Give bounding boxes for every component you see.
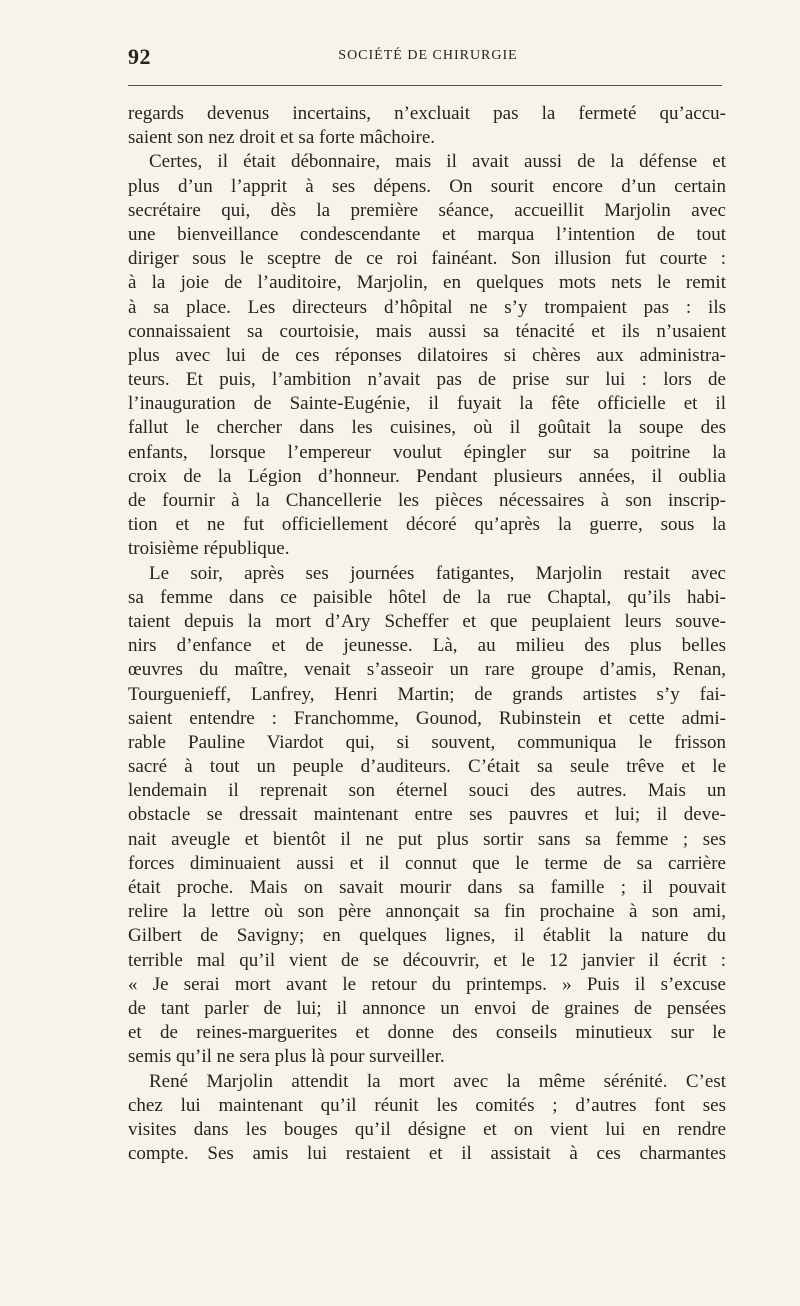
text-line: Certes, il était débonnaire, mais il avait aussi de la défense et: [149, 151, 726, 173]
text-line: saient son nez droit et sa forte mâchoire.: [128, 127, 436, 149]
text-line: terrible mal qu’il vient de se découvrir, et le 12 janvier il écrit :: [128, 949, 726, 971]
text-line: connaissaient sa courtoisie, mais aussi sa ténacité et ils n’usaient: [128, 320, 726, 342]
text-line: croix de la Légion d’honneur. Pendant plusieurs années, il oublia: [128, 465, 726, 487]
text-line: taient depuis la mort d’Ary Scheffer et que peuplaient leurs souve-: [128, 610, 726, 632]
text-line: compte. Ses amis lui restaient et il assistait à ces charmantes: [128, 1143, 726, 1165]
text-line: nait aveugle et bientôt il ne put plus sortir sans sa femme ; ses: [128, 828, 726, 850]
text-line: sa femme dans ce paisible hôtel de la rue Chaptal, qu’ils habi-: [128, 586, 726, 608]
text-line: de tant parler de lui; il annonce un envoi de graines de pensées: [128, 997, 726, 1019]
text-line: sacré à tout un peuple d’auditeurs. C’était sa seule trêve et le: [128, 756, 726, 778]
body-text: [128, 102, 726, 1166]
page-header: [128, 42, 728, 72]
text-line: et de reines-marguerites et donne des conseils minutieux sur le: [128, 1022, 726, 1044]
text-line: à sa place. Les directeurs d’hôpital ne s’y trompaient pas : ils: [128, 296, 726, 318]
text-line: Gilbert de Savigny; en quelques lignes, il établit la nature du: [128, 925, 726, 947]
text-line: teurs. Et puis, l’ambition n’avait pas de prise sur lui : lors de: [128, 369, 726, 391]
text-line: était proche. Mais on savait mourir dans sa famille ; il pouvait: [128, 877, 726, 898]
text-line: de fournir à la Chancellerie les pièces nécessaires à son inscrip-: [128, 490, 726, 511]
text-line: obstacle se dressait maintenant entre ses pauvres et lui; il deve-: [128, 804, 726, 826]
text-line: René Marjolin attendit la mort avec la même sérénité. C’est: [149, 1070, 726, 1092]
text-line: tion et ne fut officiellement décoré qu’après la guerre, sous la: [128, 514, 726, 536]
text-line: rable Pauline Viardot qui, si souvent, communiqua le frisson: [128, 731, 726, 753]
text-line: forces diminuaient aussi et il connut que le terme de sa carrière: [128, 852, 726, 874]
text-line: plus avec lui de ces réponses dilatoires si chères aux administra-: [128, 344, 726, 366]
text-line: Tourguenieff, Lanfrey, Henri Martin; de grands artistes s’y fai-: [128, 683, 726, 705]
text-line: Le soir, après ses journées fatigantes, Marjolin restait avec: [149, 562, 726, 584]
text-line: troisième république.: [128, 538, 290, 560]
page-number: 92: [128, 44, 151, 69]
text-line: une bienveillance condescendante et marqua l’intention de tout: [128, 223, 726, 245]
text-line: enfants, lorsque l’empereur voulut épingler sur sa poitrine la: [128, 441, 726, 463]
running-title: SOCIÉTÉ DE CHIRURGIE: [338, 48, 518, 63]
text-line: fallut le chercher dans les cuisines, où il goûtait la soupe des: [128, 417, 726, 439]
text-line: « Je serai mort avant le retour du printemps. » Puis il s’excuse: [128, 973, 726, 995]
text-line: chez lui maintenant qu’il réunit les comités ; d’autres font ses: [128, 1094, 726, 1116]
text-line: saient entendre : Franchomme, Gounod, Rubinstein et cette admi-: [128, 707, 726, 729]
text-line: regards devenus incertains, n’excluait pas la fermeté qu’accu-: [128, 103, 726, 124]
text-line: à la joie de l’auditoire, Marjolin, en quelques mots nets le remit: [128, 272, 726, 294]
text-line: relire la lettre où son père annonçait sa fin prochaine à son ami,: [128, 901, 726, 923]
text-line: lendemain il reprenait son éternel souci des autres. Mais un: [128, 780, 726, 802]
text-line: l’inauguration de Sainte-Eugénie, il fuyait la fête officielle et il: [128, 393, 726, 415]
text-line: visites dans les bouges qu’il désigne et on vient lui en rendre: [128, 1118, 726, 1140]
text-line: nirs d’enfance et de jeunesse. Là, au milieu des plus belles: [128, 635, 726, 657]
header-rule: [128, 85, 722, 86]
text-line: œuvres du maître, venait s’asseoir un rare groupe d’amis, Renan,: [128, 659, 726, 681]
text-line: diriger sous le sceptre de ce roi fainéant. Son illusion fut courte :: [128, 248, 726, 270]
text-line: plus d’un l’apprit à ses dépens. On sourit encore d’un certain: [128, 175, 726, 197]
text-line: semis qu’il ne sera plus là pour surveiller.: [128, 1046, 445, 1068]
text-line: secrétaire qui, dès la première séance, accueillit Marjolin avec: [128, 199, 726, 221]
